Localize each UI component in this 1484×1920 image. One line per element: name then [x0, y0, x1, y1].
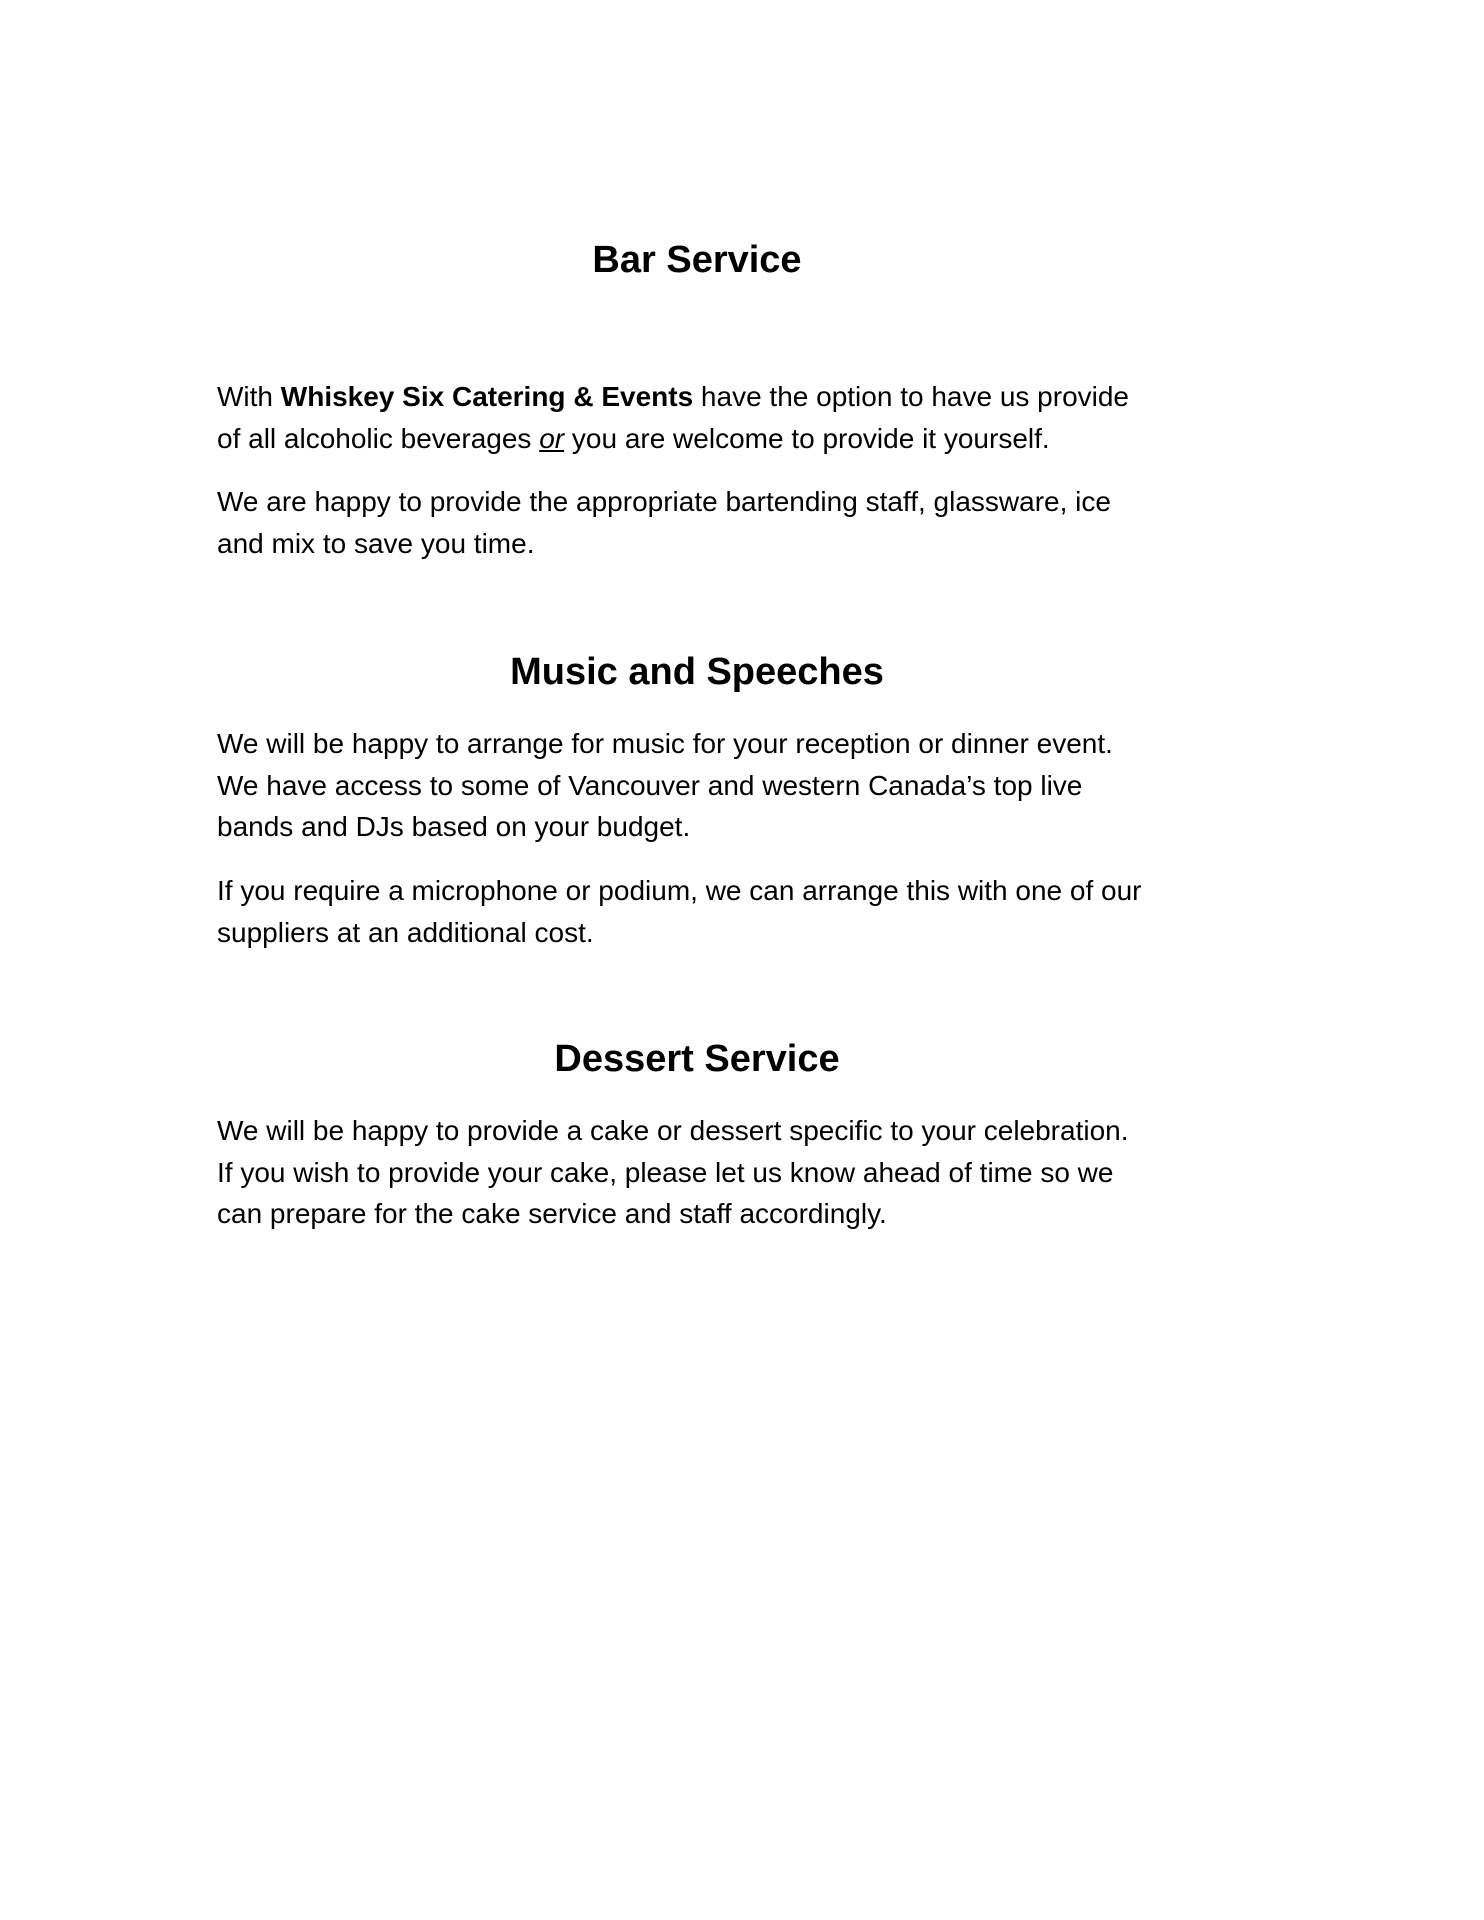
music-speeches-heading: Music and Speeches: [510, 651, 884, 693]
music-p1-line-3: bands and DJs based on your budget.: [217, 811, 691, 842]
dessert-p1-line-1: We will be happy to provide a cake or dessert specific to your celebration.: [217, 1115, 1129, 1146]
bar-p1-line-1: [217, 376, 1197, 418]
dessert-p1-line-2: If you wish to provide your cake, please let us know ahead of time so we: [217, 1156, 1114, 1188]
bar-service-heading: Bar Service: [592, 239, 802, 281]
bar-p1-line-2: [217, 418, 1197, 460]
bar-p1-text: of all alcoholic beverages: [217, 422, 540, 454]
bar-p2-line-1: We are happy to provide the appropriate bartending staff, glassware, ice: [217, 486, 1111, 517]
music-paragraph-1: [217, 723, 1197, 848]
bar-p2-line-2: and mix to save you time.: [217, 527, 535, 559]
music-p2-line-2: suppliers at an additional cost.: [217, 916, 594, 948]
dessert-p1-line-3: can prepare for the cake service and staff accordingly.: [217, 1198, 887, 1229]
bar-p1-text: have the option to have us provide: [693, 381, 1129, 412]
music-p2-line-1: If you require a microphone or podium, we can arrange this with one of our: [217, 875, 1142, 906]
music-paragraph-2: [217, 870, 1197, 953]
bar-p1-text: With: [217, 381, 281, 412]
music-p1-line-2: We have access to some of Vancouver and western Canada’s top live: [217, 769, 1083, 801]
dessert-service-heading: Dessert Service: [554, 1038, 840, 1080]
bar-service-paragraph-2: [217, 481, 1197, 564]
company-name: Whiskey Six Catering & Events: [280, 381, 694, 412]
dessert-paragraph-1: [217, 1110, 1197, 1235]
bar-p1-text: you are welcome to provide it yourself.: [564, 422, 1050, 454]
emphasis-or: or: [539, 422, 565, 454]
music-p1-line-1: We will be happy to arrange for music for your reception or dinner event.: [217, 728, 1113, 759]
bar-service-paragraph-1: [217, 376, 1197, 459]
